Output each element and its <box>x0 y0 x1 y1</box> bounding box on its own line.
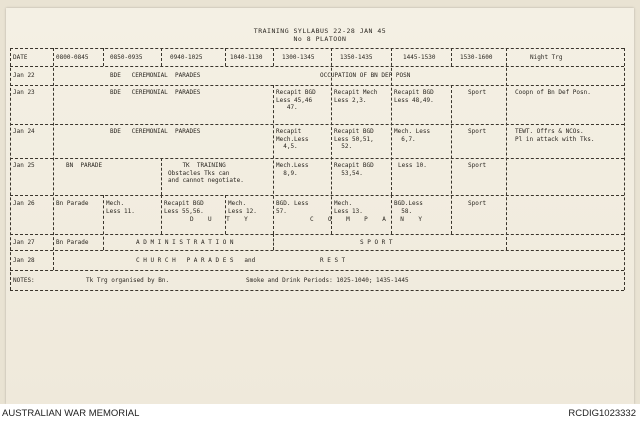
jan24-1300: Recapit Mech.Less 4,5. <box>276 128 309 150</box>
table-rule <box>391 195 392 234</box>
table-rule <box>391 48 392 195</box>
archive-name: AUSTRALIAN WAR MEMORIAL <box>2 408 140 419</box>
table-rule <box>273 85 274 234</box>
table-rule <box>624 48 625 290</box>
jan26-0940: Recapit BGD Less 55,56. <box>164 200 204 215</box>
header-time-1040: 1040-1130 <box>230 54 263 61</box>
header-time-0850: 0850-0935 <box>110 54 143 61</box>
header-time-0940: 0940-1025 <box>170 54 203 61</box>
header-time-1300: 1300-1345 <box>282 54 315 61</box>
table-rule <box>10 85 624 86</box>
header-time-1350: 1350-1435 <box>340 54 373 61</box>
table-rule <box>273 234 274 250</box>
table-rule <box>225 195 226 234</box>
date-jan26: Jan 26 <box>13 200 35 207</box>
table-rule <box>10 270 624 271</box>
archive-footer <box>0 404 640 424</box>
jan23-morning: BDE CEREMONIAL PARADES <box>110 89 201 96</box>
table-rule <box>161 48 162 66</box>
header-time-1530: 1530-1600 <box>460 54 493 61</box>
jan25-sport: Sport <box>468 162 487 169</box>
jan22-afternoon: OCCUPATION OF BN DEF POSN <box>320 72 411 79</box>
jan26-0850: Mech. Less 11. <box>106 200 135 215</box>
table-rule <box>10 124 624 125</box>
jan26-1040: Mech. Less 12. <box>228 200 257 215</box>
jan26-1350: Mech. Less 13. <box>334 200 363 215</box>
date-jan27: Jan 27 <box>13 239 35 246</box>
date-jan24: Jan 24 <box>13 128 35 135</box>
jan23-1300: Recapit BGD Less 45,46 47. <box>276 89 316 111</box>
jan24-1350: Recapit BGD Less 50,51, 52. <box>334 128 374 150</box>
table-rule <box>161 158 162 195</box>
table-rule <box>451 85 452 234</box>
jan27-administration: A D M I N I S T R A T I O N <box>136 239 234 246</box>
table-rule <box>273 48 274 66</box>
jan26-0800: Bn Parade <box>56 200 89 207</box>
jan25-bn-parade: BN PARADE <box>66 162 103 169</box>
jan24-sport: Sport <box>468 128 487 135</box>
table-rule <box>10 66 624 67</box>
syllabus-table <box>10 48 632 292</box>
table-rule <box>10 250 624 251</box>
table-rule <box>103 195 104 250</box>
jan25-tk-training: TK TRAINING Obstacles Tks can and cannot negotiate. <box>168 162 244 184</box>
jan24-morning: BDE CEREMONIAL PARADES <box>110 128 201 135</box>
table-rule <box>161 195 162 234</box>
jan23-sport: Sport <box>468 89 487 96</box>
header-time-1445: 1445-1530 <box>403 54 436 61</box>
jan23-1350: Recapit Mech Less 2,3. <box>334 89 378 104</box>
table-rule <box>103 48 104 66</box>
date-jan28: Jan 28 <box>13 257 35 264</box>
jan26-duty-banner: D U T Y <box>190 216 248 223</box>
jan26-sport: Sport <box>468 200 487 207</box>
table-rule <box>225 48 226 66</box>
header-date: DATE <box>13 54 28 61</box>
date-jan22: Jan 22 <box>13 72 35 79</box>
jan23-1445: Recapit BGD Less 48,49. <box>394 89 434 104</box>
date-jan25: Jan 25 <box>13 162 35 169</box>
table-rule <box>506 48 507 250</box>
table-rule <box>451 48 452 66</box>
jan27-sport: S P O R T <box>360 239 393 246</box>
notes-text: Tk Trg organised by Bn. <box>86 277 170 284</box>
jan28-church-parades: C H U R C H P A R A D E S and <box>136 257 256 264</box>
header-time-0800: 0800-0845 <box>56 54 89 61</box>
table-rule <box>53 48 54 270</box>
jan27-bn-parade: Bn Parade <box>56 239 89 246</box>
notes-periods: Smoke and Drink Periods: 1025-1040; 1435-1445 <box>246 277 409 284</box>
table-rule <box>10 290 624 291</box>
jan24-1445: Mech. Less 6,7. <box>394 128 431 143</box>
jan22-morning: BDE CEREMONIAL PARADES <box>110 72 201 79</box>
jan25-1350: Recapit BGD 53,54. <box>334 162 374 177</box>
header-night-training: Night Trg <box>530 54 563 61</box>
table-rule <box>10 48 11 290</box>
date-jan23: Jan 23 <box>13 89 35 96</box>
jan26-company-banner: C O M P A N Y <box>310 216 422 223</box>
jan23-night: Coopn of Bn Def Posn. <box>515 89 591 96</box>
jan25-1300: Mech.Less 8,9. <box>276 162 309 177</box>
jan26-1445: BGD.Less 58. <box>394 200 423 215</box>
notes-label: NOTES: <box>13 277 35 284</box>
document-title: TRAINING SYLLABUS 22-28 JAN 45 <box>253 27 387 35</box>
jan25-1445: Less 10. <box>398 162 427 169</box>
archive-record-id: RCDIG1023332 <box>568 408 636 419</box>
jan26-1300: BGD. Less 57. <box>276 200 309 215</box>
jan28-rest: R E S T <box>320 257 346 264</box>
document-subtitle: No 8 PLATOON <box>293 35 347 43</box>
table-rule <box>10 158 624 159</box>
jan24-night: TEWT. Offrs & NCOs. Pl in attack with Tks. <box>515 128 595 143</box>
